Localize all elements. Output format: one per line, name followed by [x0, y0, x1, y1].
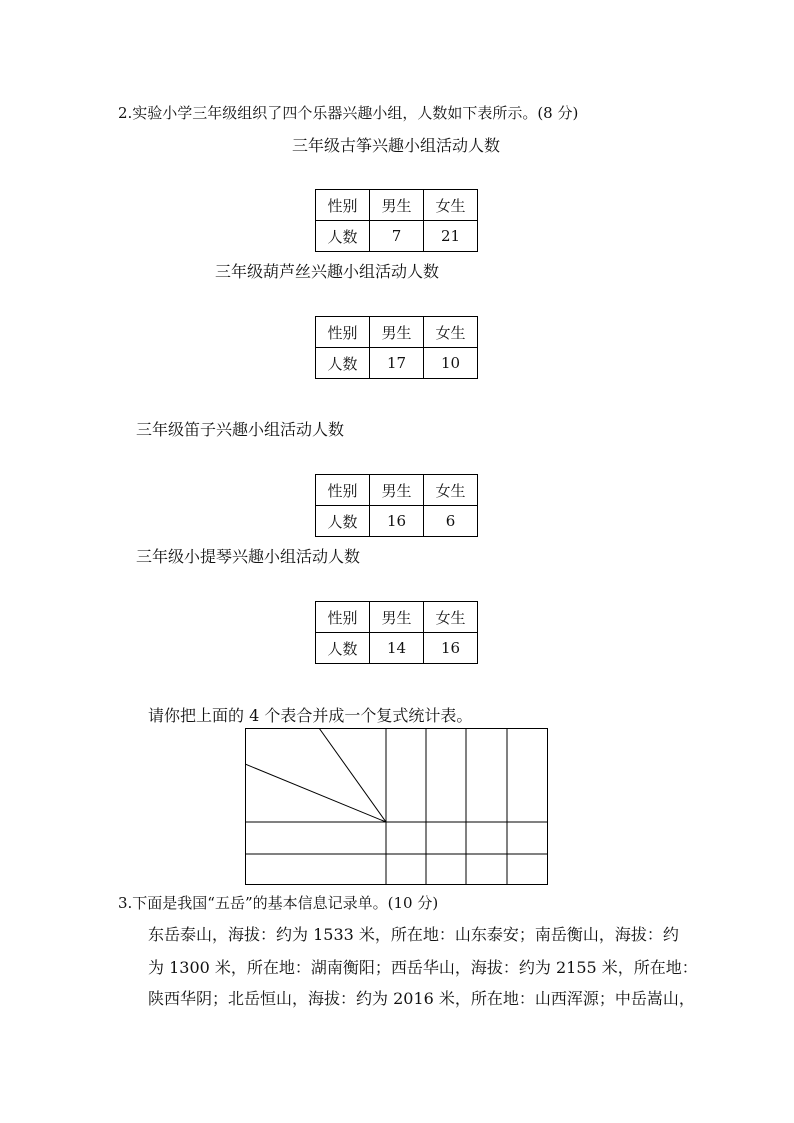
- value-cell: 14: [370, 633, 424, 664]
- q2-intro: 2.实验小学三年级组织了四个乐器兴趣小组，人数如下表所示。(8 分): [118, 104, 579, 122]
- value-cell: 10: [424, 348, 478, 379]
- header-cell: 男生: [370, 475, 424, 506]
- header-cell: 女生: [424, 475, 478, 506]
- header-cell: 性别: [316, 190, 370, 221]
- header-cell: 性别: [316, 602, 370, 633]
- table-dizi: [315, 474, 478, 537]
- table-title-guzheng: 三年级古筝兴趣小组活动人数: [292, 136, 501, 155]
- value-cell: 17: [370, 348, 424, 379]
- header-cell: 性别: [316, 475, 370, 506]
- header-cell: 性别: [316, 317, 370, 348]
- row-label-cell: 人数: [316, 633, 370, 664]
- q2-instruction: 请你把上面的 4 个表合并成一个复式统计表。: [148, 706, 473, 725]
- row-label-cell: 人数: [316, 506, 370, 537]
- row-label-cell: 人数: [316, 221, 370, 252]
- header-cell: 女生: [424, 317, 478, 348]
- value-cell: 16: [424, 633, 478, 664]
- q3-line-2: 为 1300 米，所在地：湖南衡阳；西岳华山，海拔：约为 2155 米，所在地：: [148, 958, 698, 977]
- header-cell: 女生: [424, 190, 478, 221]
- value-cell: 7: [370, 221, 424, 252]
- row-label-cell: 人数: [316, 348, 370, 379]
- header-cell: 女生: [424, 602, 478, 633]
- table-hulusi: [315, 316, 478, 379]
- table-guzheng: [315, 189, 478, 252]
- table-violin: [315, 601, 478, 664]
- table-title-dizi: 三年级笛子兴趣小组活动人数: [136, 420, 345, 439]
- table-title-hulusi: 三年级葫芦丝兴趣小组活动人数: [215, 262, 440, 281]
- q3-line-3: 陕西华阴；北岳恒山，海拔：约为 2016 米，所在地：山西浑源；中岳嵩山，: [148, 989, 695, 1008]
- q3-intro: 3.下面是我国“五岳”的基本信息记录单。(10 分): [118, 894, 439, 912]
- q3-line-1: 东岳泰山，海拔：约为 1533 米，所在地：山东泰安；南岳衡山，海拔：约: [148, 925, 679, 944]
- header-cell: 男生: [370, 317, 424, 348]
- value-cell: 16: [370, 506, 424, 537]
- table-title-violin: 三年级小提琴兴趣小组活动人数: [136, 547, 361, 566]
- value-cell: 21: [424, 221, 478, 252]
- blank-compound-table[interactable]: [245, 728, 548, 885]
- table-border: [246, 729, 548, 885]
- header-cell: 男生: [370, 602, 424, 633]
- header-cell: 男生: [370, 190, 424, 221]
- value-cell: 6: [424, 506, 478, 537]
